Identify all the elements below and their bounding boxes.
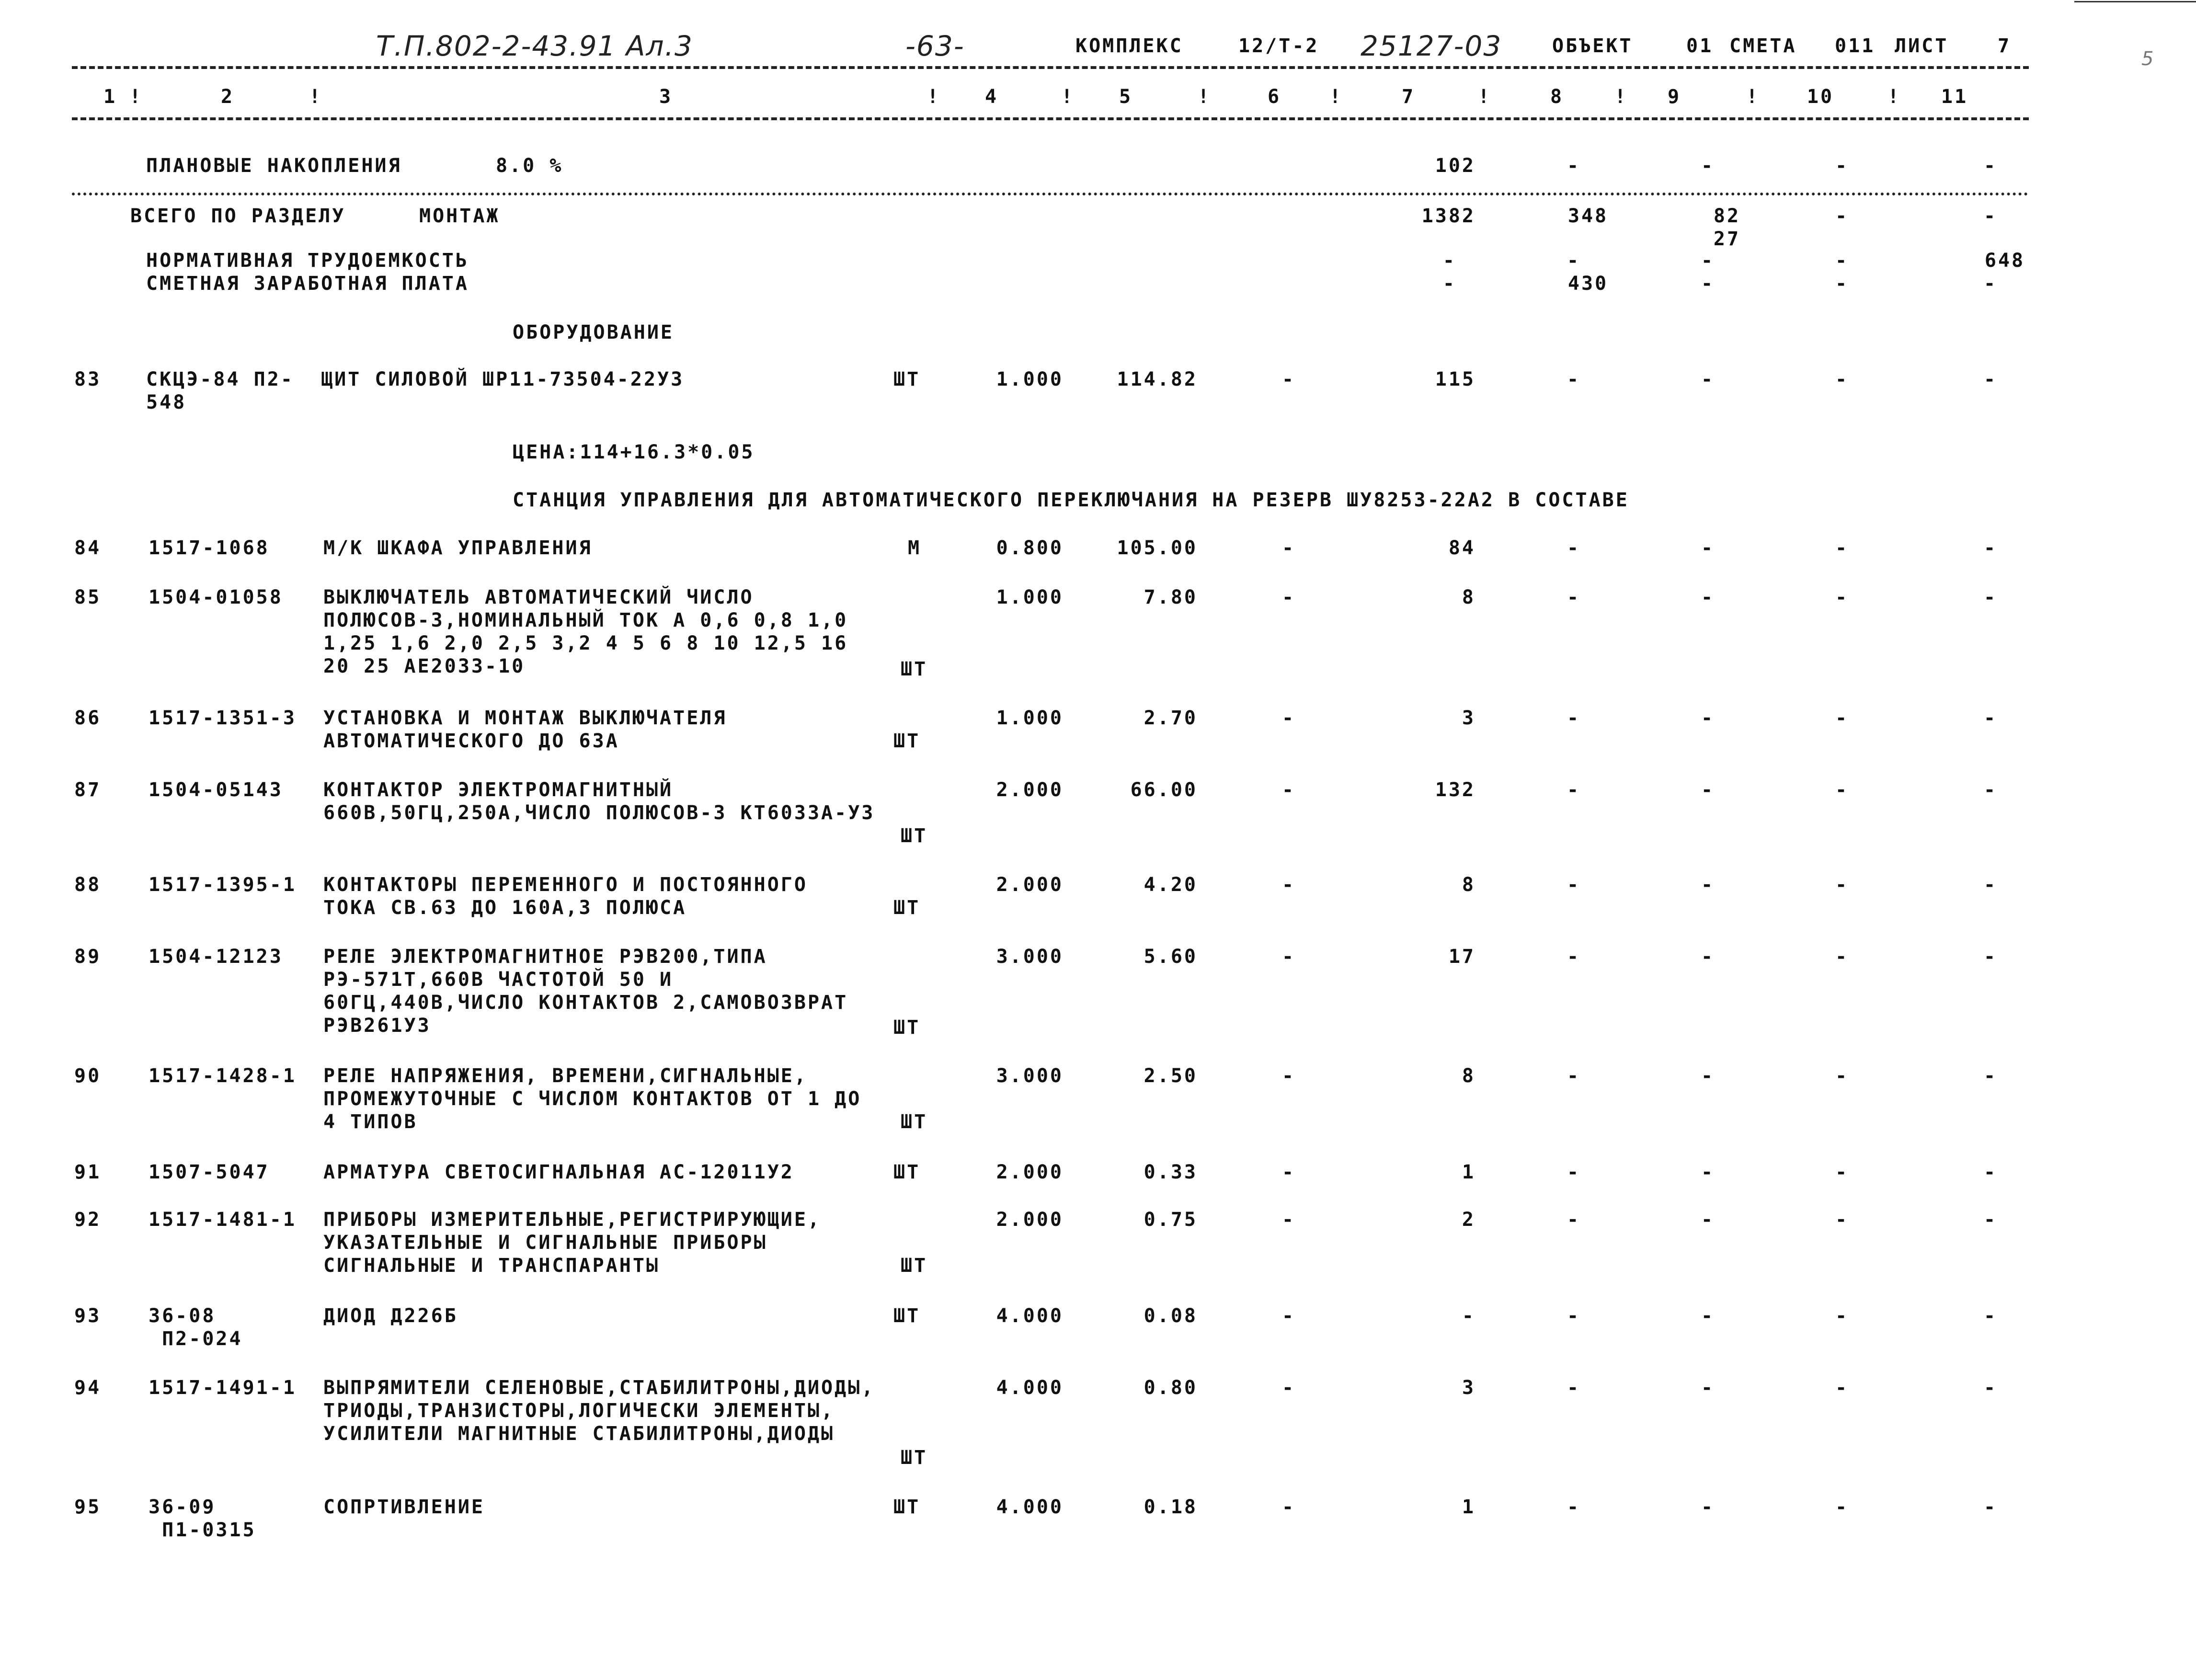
- row-code: СКЦЭ-84 П2- 548: [146, 368, 294, 413]
- row-description: ЩИТ СИЛОВОЙ ШР11-73504-22У3: [321, 368, 685, 390]
- total-label: ВСЕГО ПО РАЗДЕЛУ: [130, 205, 346, 227]
- labor-c10: -: [1835, 250, 1849, 272]
- row-c6: -: [1281, 779, 1296, 801]
- labor-c9: -: [1701, 250, 1715, 272]
- row-quantity: 1.000: [996, 368, 1064, 390]
- row-code: 1517-1395-1: [149, 874, 297, 896]
- row-c6: -: [1281, 586, 1296, 608]
- object-label: ОБЪЕКТ: [1552, 35, 1633, 57]
- row-c9: -: [1701, 1209, 1715, 1231]
- total-section: МОНТАЖ: [419, 205, 500, 227]
- row-unit: ШТ: [893, 1305, 921, 1327]
- total-c8: 348: [1567, 205, 1609, 227]
- row-price: 2.70: [1144, 707, 1198, 729]
- total-c11: -: [1983, 205, 1998, 227]
- row-price: 105.00: [1117, 537, 1198, 559]
- row-c7: 1: [1462, 1496, 1475, 1518]
- row-c7: 8: [1462, 874, 1475, 896]
- col-num-10: 10: [1807, 86, 1834, 108]
- object-value: 01: [1686, 35, 1714, 57]
- row-price: 114.82: [1117, 368, 1198, 390]
- row-quantity: 2.000: [996, 779, 1064, 801]
- summary-dotted-rule: [72, 193, 2029, 195]
- planned-c11: -: [1983, 155, 1998, 177]
- total-c9a: 82: [1713, 205, 1741, 227]
- row-c9: -: [1701, 1377, 1715, 1399]
- row-unit: ШТ: [893, 897, 921, 919]
- row-price: 0.75: [1144, 1209, 1198, 1231]
- row-c7: 84: [1448, 537, 1475, 559]
- row-c8: -: [1567, 1377, 1581, 1399]
- row-c7: 3: [1462, 1377, 1475, 1399]
- wage-c11: -: [1983, 273, 1998, 295]
- row-unit: ШТ: [893, 1017, 921, 1039]
- row-c11: -: [1983, 1161, 1998, 1183]
- labor-label: НОРМАТИВНАЯ ТРУДОЕМКОСТЬ: [146, 250, 469, 272]
- column-separator: !: [1746, 86, 1760, 108]
- row-code: 1517-1491-1: [149, 1377, 297, 1399]
- row-c10: -: [1835, 1065, 1849, 1087]
- planned-pct: 8.0 %: [496, 155, 563, 177]
- column-separator: !: [1329, 86, 1343, 108]
- row-number: 86: [74, 707, 102, 729]
- row-c9: -: [1701, 537, 1715, 559]
- row-price: 0.08: [1144, 1305, 1198, 1327]
- row-price: 0.80: [1144, 1377, 1198, 1399]
- row-c11: -: [1983, 707, 1998, 729]
- row-c11: -: [1983, 586, 1998, 608]
- row-unit: ШТ: [893, 368, 921, 390]
- col-num-1: 1: [103, 86, 117, 108]
- row-c9: -: [1701, 707, 1715, 729]
- row-code: 36-08 П2-024: [149, 1305, 243, 1350]
- row-unit: М: [908, 537, 922, 559]
- row-c10: -: [1835, 368, 1849, 390]
- row-c11: -: [1983, 874, 1998, 896]
- row-code: 1517-1481-1: [149, 1209, 297, 1231]
- row-c11: -: [1983, 537, 1998, 559]
- labor-c8: -: [1567, 250, 1581, 272]
- row-price: 0.33: [1144, 1161, 1198, 1183]
- row-c9: -: [1701, 586, 1715, 608]
- col-num-3: 3: [659, 86, 673, 108]
- estimate-label: СМЕТА: [1729, 35, 1797, 57]
- row-unit: ШТ: [901, 1111, 928, 1133]
- row-price: 7.80: [1144, 586, 1198, 608]
- wage-label: СМЕТНАЯ ЗАРАБОТНАЯ ПЛАТА: [146, 273, 469, 295]
- row-number: 85: [74, 586, 102, 608]
- row-c11: -: [1983, 946, 1998, 968]
- row-c8: -: [1567, 874, 1581, 896]
- row-c11: -: [1983, 1305, 1998, 1327]
- col-num-9: 9: [1667, 86, 1681, 108]
- row-c6: -: [1281, 1305, 1296, 1327]
- labor-c11: 648: [1984, 250, 2025, 272]
- row-price: 2.50: [1144, 1065, 1198, 1087]
- row-code: 36-09 П1-0315: [149, 1496, 256, 1541]
- row-c6: -: [1281, 946, 1296, 968]
- row-c9: -: [1701, 874, 1715, 896]
- row-c6: -: [1281, 874, 1296, 896]
- row-quantity: 1.000: [996, 586, 1064, 608]
- row-price: 4.20: [1144, 874, 1198, 896]
- row-c8: -: [1567, 707, 1581, 729]
- row-c9: -: [1701, 1161, 1715, 1183]
- total-c9b: 27: [1713, 228, 1741, 250]
- wage-c10: -: [1835, 273, 1849, 295]
- col-num-7: 7: [1401, 86, 1416, 108]
- row-description: КОНТАКТОР ЭЛЕКТРОМАГНИТНЫЙ 660В,50ГЦ,250А,ЧИСЛО ПОЛЮСОВ-3 КТ6033А-У3: [323, 779, 875, 824]
- row-quantity: 1.000: [996, 707, 1064, 729]
- row-price: 0.18: [1144, 1496, 1198, 1518]
- row-c8: -: [1567, 586, 1581, 608]
- row-c8: -: [1567, 537, 1581, 559]
- row-c8: -: [1567, 1065, 1581, 1087]
- row-code: 1504-12123: [149, 946, 283, 968]
- row-c11: -: [1983, 1496, 1998, 1518]
- column-separators: !: [129, 86, 143, 108]
- row-c8: -: [1567, 1305, 1581, 1327]
- column-separator: !: [1614, 86, 1628, 108]
- col-num-6: 6: [1267, 86, 1281, 108]
- column-separator: !: [927, 86, 941, 108]
- row-c9: -: [1701, 1496, 1715, 1518]
- total-c7: 1382: [1421, 205, 1475, 227]
- row-c7: 1: [1462, 1161, 1475, 1183]
- price-note: ЦЕНА:114+16.3*0.05: [513, 441, 755, 463]
- estimate-value: 011: [1835, 35, 1876, 57]
- row-c10: -: [1835, 946, 1849, 968]
- row-quantity: 2.000: [996, 1161, 1064, 1183]
- row-c6: -: [1281, 1065, 1296, 1087]
- row-c8: -: [1567, 1209, 1581, 1231]
- row-c9: -: [1701, 779, 1715, 801]
- row-number: 92: [74, 1209, 102, 1231]
- sheet-label: ЛИСТ: [1895, 35, 1949, 57]
- row-number: 84: [74, 537, 102, 559]
- row-unit: ШТ: [893, 730, 921, 752]
- row-c8: -: [1567, 1496, 1581, 1518]
- row-c11: -: [1983, 1065, 1998, 1087]
- column-separator: !: [1061, 86, 1075, 108]
- row-code: 1517-1068: [149, 537, 270, 559]
- column-separator: !: [1478, 86, 1492, 108]
- row-code: 1507-5047: [149, 1161, 270, 1183]
- row-unit: ШТ: [893, 1496, 921, 1518]
- row-c10: -: [1835, 586, 1849, 608]
- row-c11: -: [1983, 779, 1998, 801]
- row-c6: -: [1281, 707, 1296, 729]
- row-number: 95: [74, 1496, 102, 1518]
- planned-label: ПЛАНОВЫЕ НАКОПЛЕНИЯ: [146, 155, 402, 177]
- station-title: СТАНЦИЯ УПРАВЛЕНИЯ ДЛЯ АВТОМАТИЧЕСКОГО ПЕРЕКЛЮЧАНИЯ НА РЕЗЕРВ ШУ8253-22А2 В СОСТАВЕ: [513, 489, 1629, 511]
- wage-c9: -: [1701, 273, 1715, 295]
- row-quantity: 4.000: [996, 1377, 1064, 1399]
- wage-c7: -: [1442, 273, 1456, 295]
- row-c10: -: [1835, 1305, 1849, 1327]
- col-num-11: 11: [1941, 86, 1968, 108]
- row-c8: -: [1567, 946, 1581, 968]
- section-heading-equipment: ОБОРУДОВАНИЕ: [513, 321, 674, 343]
- row-c8: -: [1567, 779, 1581, 801]
- row-c10: -: [1835, 1209, 1849, 1231]
- row-code: 1504-05143: [149, 779, 283, 801]
- row-c7: -: [1462, 1305, 1475, 1327]
- row-number: 87: [74, 779, 102, 801]
- planned-c9: -: [1701, 155, 1715, 177]
- row-description: ВЫКЛЮЧАТЕЛЬ АВТОМАТИЧЕСКИЙ ЧИСЛО ПОЛЮСОВ-3,НОМИНАЛЬНЫЙ ТОК А 0,6 0,8 1,0 1,25 1,6 2,0 2,5 3,2 4 5 6 8 10 12,5 16 20 25 АЕ2033-10: [323, 586, 848, 677]
- row-c6: -: [1281, 1377, 1296, 1399]
- row-description: М/К ШКАФА УПРАВЛЕНИЯ: [323, 537, 593, 559]
- row-c9: -: [1701, 1305, 1715, 1327]
- row-quantity: 0.800: [996, 537, 1064, 559]
- row-c7: 3: [1462, 707, 1475, 729]
- handwritten-number: 25127-03: [1361, 30, 1502, 62]
- row-description: ПРИБОРЫ ИЗМЕРИТЕЛЬНЫЕ,РЕГИСТРИРУЮЩИЕ, УКАЗАТЕЛЬНЫЕ И СИГНАЛЬНЫЕ ПРИБОРЫ СИГНАЛЬНЫЕ И ТРАНСПАРАНТЫ: [323, 1209, 822, 1277]
- doc-code: Т.П.802-2-43.91 Ал.3: [376, 30, 693, 62]
- total-c10: -: [1835, 205, 1849, 227]
- row-number: 90: [74, 1065, 102, 1087]
- row-c10: -: [1835, 1161, 1849, 1183]
- row-c7: 2: [1462, 1209, 1475, 1231]
- row-c11: -: [1983, 1209, 1998, 1231]
- column-separator: !: [1198, 86, 1212, 108]
- row-quantity: 2.000: [996, 874, 1064, 896]
- planned-c10: -: [1835, 155, 1849, 177]
- col-num-2: 2: [220, 86, 235, 108]
- header-rule-top: [72, 66, 2029, 69]
- row-description: ВЫПРЯМИТЕЛИ СЕЛЕНОВЫЕ,СТАБИЛИТРОНЫ,ДИОДЫ, ТРИОДЫ,ТРАНЗИСТОРЫ,ЛОГИЧЕСКИ ЭЛЕМЕНТЫ, УСИЛИТЕЛИ МАГНИТНЫЕ СТАБИЛИТРОНЫ,ДИОДЫ: [323, 1377, 875, 1445]
- row-description: ДИОД Д226Б: [323, 1305, 458, 1327]
- row-price: 5.60: [1144, 946, 1198, 968]
- top-edge-line: [2074, 1, 2196, 2]
- row-c9: -: [1701, 368, 1715, 390]
- column-separator: !: [309, 86, 323, 108]
- row-c11: -: [1983, 1377, 1998, 1399]
- row-unit: ШТ: [901, 1447, 928, 1469]
- row-c7: 17: [1448, 946, 1475, 968]
- row-number: 94: [74, 1377, 102, 1399]
- row-number: 93: [74, 1305, 102, 1327]
- row-number: 83: [74, 368, 102, 390]
- page-number: -63-: [905, 30, 965, 62]
- row-number: 89: [74, 946, 102, 968]
- col-num-4: 4: [984, 86, 999, 108]
- row-code: 1517-1351-3: [149, 707, 297, 729]
- planned-c7: 102: [1435, 155, 1475, 177]
- row-c9: -: [1701, 946, 1715, 968]
- row-c8: -: [1567, 368, 1581, 390]
- row-c7: 8: [1462, 1065, 1475, 1087]
- row-unit: ШТ: [901, 825, 928, 847]
- row-number: 88: [74, 874, 102, 896]
- row-c10: -: [1835, 537, 1849, 559]
- row-description: РЕЛЕ ЭЛЕКТРОМАГНИТНОЕ РЭВ200,ТИПА РЭ-571Т,660В ЧАСТОТОЙ 50 И 60ГЦ,440В,ЧИСЛО КОНТАКТОВ 2,САМОВОЗВРАТ РЭВ261У3: [323, 946, 848, 1037]
- labor-c7: -: [1442, 250, 1456, 272]
- row-c6: -: [1281, 1496, 1296, 1518]
- row-number: 91: [74, 1161, 102, 1183]
- sheet-value: 7: [1998, 35, 2012, 57]
- row-c9: -: [1701, 1065, 1715, 1087]
- row-c7: 8: [1462, 586, 1475, 608]
- row-c10: -: [1835, 1377, 1849, 1399]
- row-c10: -: [1835, 779, 1849, 801]
- row-c6: -: [1281, 1161, 1296, 1183]
- row-c6: -: [1281, 1209, 1296, 1231]
- row-quantity: 4.000: [996, 1305, 1064, 1327]
- planned-c8: -: [1567, 155, 1581, 177]
- row-quantity: 2.000: [996, 1209, 1064, 1231]
- wage-c8: 430: [1567, 273, 1609, 295]
- row-c6: -: [1281, 537, 1296, 559]
- row-c7: 132: [1435, 779, 1475, 801]
- col-num-8: 8: [1550, 86, 1564, 108]
- row-unit: ШТ: [893, 1161, 921, 1183]
- row-description: СОПРТИВЛЕНИЕ: [323, 1496, 485, 1518]
- row-c10: -: [1835, 874, 1849, 896]
- header-rule-bottom: [72, 117, 2029, 120]
- row-price: 66.00: [1130, 779, 1198, 801]
- row-unit: ШТ: [901, 658, 928, 680]
- row-unit: ШТ: [901, 1255, 928, 1277]
- row-quantity: 4.000: [996, 1496, 1064, 1518]
- row-description: РЕЛЕ НАПРЯЖЕНИЯ, ВРЕМЕНИ,СИГНАЛЬНЫЕ, ПРОМЕЖУТОЧНЫЕ С ЧИСЛОМ КОНТАКТОВ ОТ 1 ДО 4 ТИПОВ: [323, 1065, 862, 1133]
- row-quantity: 3.000: [996, 946, 1064, 968]
- column-separator: !: [1887, 86, 1901, 108]
- margin-mark: 5: [2141, 48, 2155, 70]
- row-c10: -: [1835, 1496, 1849, 1518]
- row-code: 1517-1428-1: [149, 1065, 297, 1087]
- row-c8: -: [1567, 1161, 1581, 1183]
- row-description: АРМАТУРА СВЕТОСИГНАЛЬНАЯ АС-12011У2: [323, 1161, 794, 1183]
- row-c11: -: [1983, 368, 1998, 390]
- row-c7: 115: [1435, 368, 1475, 390]
- complex-label: КОМПЛЕКС: [1075, 35, 1183, 57]
- row-code: 1504-01058: [149, 586, 283, 608]
- row-description: КОНТАКТОРЫ ПЕРЕМЕННОГО И ПОСТОЯННОГО ТОКА СВ.63 ДО 160А,3 ПОЛЮСА: [323, 874, 808, 919]
- row-c6: -: [1281, 368, 1296, 390]
- row-description: УСТАНОВКА И МОНТАЖ ВЫКЛЮЧАТЕЛЯ АВТОМАТИЧЕСКОГО ДО 63А: [323, 707, 727, 752]
- row-c10: -: [1835, 707, 1849, 729]
- col-num-5: 5: [1119, 86, 1133, 108]
- complex-value: 12/Т-2: [1238, 35, 1319, 57]
- row-quantity: 3.000: [996, 1065, 1064, 1087]
